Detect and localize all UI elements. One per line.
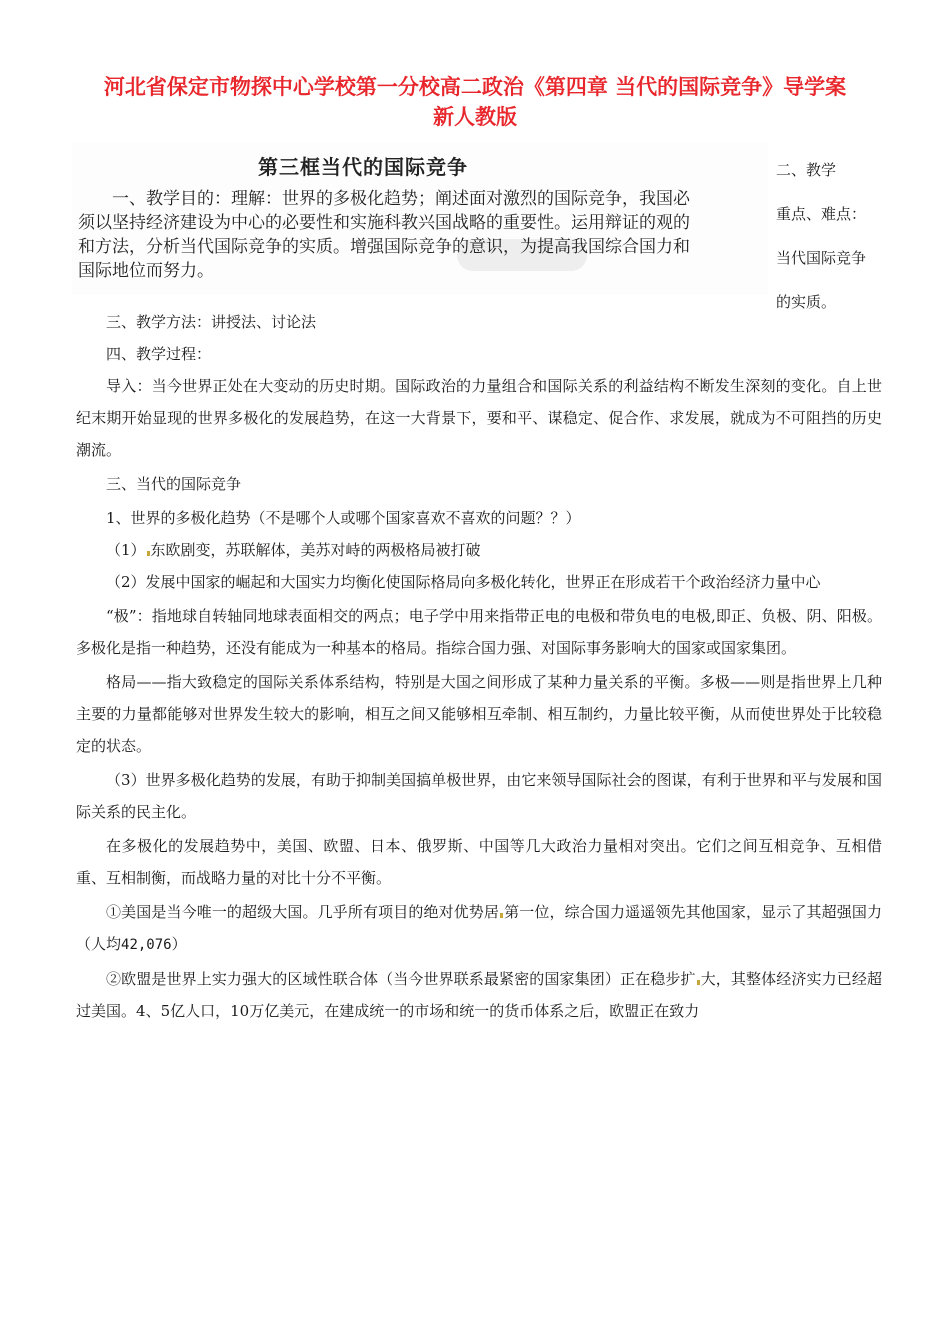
embedded-image-block bbox=[72, 143, 768, 295]
side-note-line-1: 二、教学 bbox=[776, 161, 837, 179]
introduction-paragraph: 导入：当今世界正处在大变动的历史时期。国际政治的力量组合和国际关系的利益结构不断发生深刻的变化。自上世纪末期开始显现的世界多极化的发展趋势，在这一大背景下，要和平、谋稳定、促合作、求发展，就成为不可阻挡的历史潮流。 bbox=[76, 377, 882, 459]
objectives-line-4: 国际地位而努力。 bbox=[78, 261, 214, 281]
point-1-text: 东欧剧变，苏联解体，美苏对峙的两极格局被打破 bbox=[150, 541, 481, 559]
side-note-line-4: 的实质。 bbox=[776, 293, 837, 311]
eu-paragraph bbox=[76, 963, 882, 1027]
eu-text-b: 大，其整体经济实力已经超过美国。 bbox=[76, 970, 882, 1020]
title-line-1: 河北省保定市物探中心学校第一分校高二政治《第四章 当代的国际竞争》导学案 bbox=[103, 75, 847, 99]
major-powers-paragraph: 在多极化的发展趋势中，美国、欧盟、日本、俄罗斯、中国等几大政治力量相对突出。它们之间互相竞争、互相借重、互相制衡，而战略力量的对比十分不平衡。 bbox=[76, 837, 882, 887]
objectives-line-1: 一、教学目的：理解：世界的多极化趋势；阐述面对激烈的国际竞争，我国必 bbox=[112, 189, 690, 209]
section-3-heading: 三、当代的国际竞争 bbox=[106, 475, 242, 493]
point-1-paragraph bbox=[76, 534, 882, 566]
usa-text-c: ） bbox=[171, 935, 187, 953]
document-body bbox=[76, 306, 882, 1027]
scan-mark bbox=[697, 980, 700, 985]
eu-num-2: 5 bbox=[160, 1002, 171, 1020]
usa-per-capita-value: 42,076 bbox=[121, 937, 172, 953]
title-line-2: 新人教版 bbox=[433, 105, 517, 129]
scan-mark bbox=[147, 551, 150, 556]
usa-paragraph bbox=[76, 896, 882, 961]
point-1-prefix: （1） bbox=[106, 541, 146, 559]
point-3-paragraph: （3）世界多极化趋势的发展，有助于抑制美国搞单极世界，由它来领导国际社会的图谋，有利于世界和平与发展和国际关系的民主化。 bbox=[76, 771, 882, 821]
section-heading: 第三框当代的国际竞争 bbox=[258, 155, 468, 179]
scan-mark bbox=[500, 913, 503, 918]
teaching-process-heading: 四、教学过程： bbox=[106, 345, 212, 363]
eu-num-1: 4 bbox=[136, 1002, 146, 1020]
side-note-key-points bbox=[776, 148, 896, 324]
teaching-objectives-paragraph bbox=[78, 187, 766, 283]
objectives-line-2: 须以坚持经济建设为中心的必要性和实施科教兴国战略的重要性。运用辩证的观的 bbox=[78, 213, 690, 233]
usa-text-a: ①美国是当今唯一的超级大国。几乎所有项目的绝对优势居 bbox=[106, 903, 500, 921]
subsection-1-heading: 1、世界的多极化趋势（不是哪个人或哪个国家喜欢不喜欢的问题？？） bbox=[106, 509, 581, 527]
teaching-method: 三、教学方法：讲授法、讨论法 bbox=[106, 313, 317, 331]
eu-num-3: 10 bbox=[230, 1002, 250, 1020]
eu-text-e: 万亿美元，在建成统一的市场和统一的货币体系之后，欧盟正在致力 bbox=[249, 1002, 700, 1020]
objectives-line-3: 和方法，分析当代国际竞争的实质。增强国际竞争的意识，为提高我国综合国力和 bbox=[78, 237, 690, 257]
eu-text-d: 亿人口， bbox=[170, 1002, 231, 1020]
eu-text-a: ②欧盟是世界上实力强大的区域性联合体（当今世界联系最紧密的国家集团）正在稳步扩 bbox=[106, 970, 696, 988]
pole-definition-paragraph: “极”：指地球自转轴同地球表面相交的两点；电子学中用来指带正电的电极和带负电的电极,即正、负极、阴、阳极。多极化是指一种趋势，还没有能成为一种基本的格局。指综合国力强、对国际事务影响大的国家或国家集团。 bbox=[76, 607, 882, 657]
side-note-line-3: 当代国际竞争 bbox=[776, 249, 867, 267]
usa-text-b: 第一位，综合国力遥遥领先其他国家，显示了其超强国力（人均 bbox=[76, 903, 882, 953]
point-2-paragraph: （2）发展中国家的崛起和大国实力均衡化使国际格局向多极化转化，世界正在形成若干个政治经济力量中心 bbox=[106, 573, 821, 591]
side-note-line-2: 重点、难点： bbox=[776, 205, 867, 223]
document-title bbox=[60, 72, 890, 132]
eu-text-c: 、 bbox=[145, 1002, 161, 1020]
pattern-definition-paragraph: 格局——指大致稳定的国际关系体系结构，特别是大国之间形成了某种力量关系的平衡。多极——则是指世界上几种主要的力量都能够对世界发生较大的影响，相互之间又能够相互牵制、相互制约，力量比较平衡，从而使世界处于比较稳定的状态。 bbox=[76, 673, 882, 755]
